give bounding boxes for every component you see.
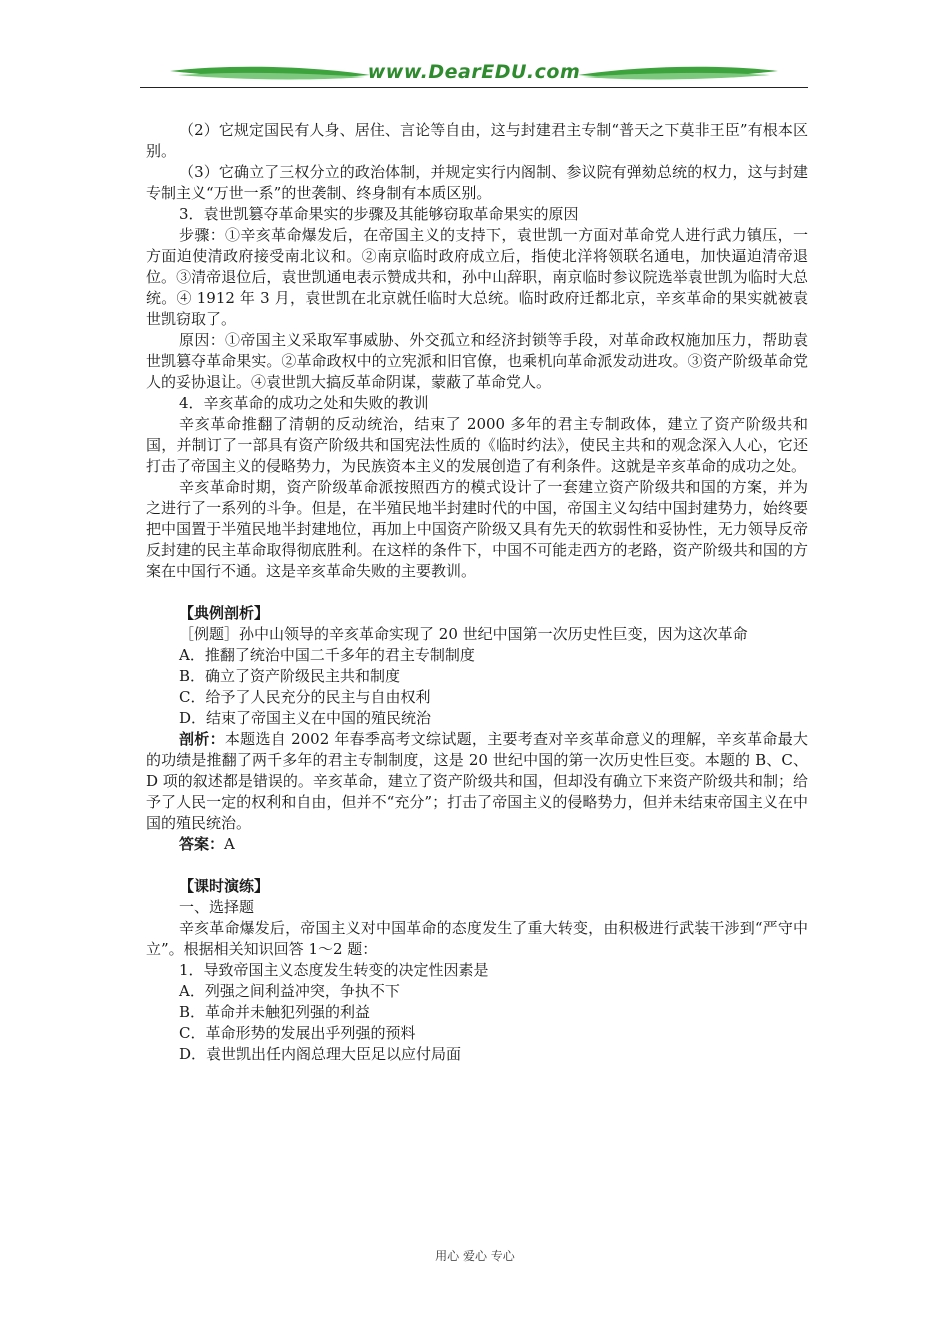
spacer (146, 855, 808, 876)
site-logo-text: www.DearEDU.com (367, 61, 581, 83)
paragraph: 辛亥革命推翻了清朝的反动统治，结束了 2000 多年的君主专制政体，建立了资产阶级共和国，并制订了一部具有资产阶级共和国宪法性质的《临时约法》，使民主共和的观念深入人心，它还打击了帝国主义的侵略势力，为民族资本主义的发展创造了有利条件。这就是辛亥革命的成功之处。 (146, 415, 808, 475)
option-item: B．确立了资产阶级民主共和制度 (179, 667, 401, 685)
example-question: ［例题］孙中山领导的辛亥革命实现了 20 世纪中国第一次历史性巨变，因为这次革命 (179, 625, 748, 643)
analysis-label: 剖析： (179, 730, 225, 748)
example-heading: 【典例剖析】 (179, 604, 270, 622)
option-item: A．列强之间利益冲突，争执不下 (179, 982, 400, 1000)
header-divider (140, 87, 808, 88)
section-heading: 3．袁世凯篡夺革命果实的步骤及其能够窃取革命果实的原因 (179, 205, 579, 223)
site-header (140, 58, 808, 94)
section-heading: 4．辛亥革命的成功之处和失败的教训 (179, 394, 429, 412)
paragraph: （3）它确立了三权分立的政治体制，并规定实行内阁制、参议院有弹劾总统的权力，这与封建专制主义“万世一系”的世袭制、终身制有本质区别。 (146, 163, 808, 202)
section-title: 一、选择题 (179, 898, 255, 916)
practice-heading: 【课时演练】 (179, 877, 270, 895)
analysis-text: 本题选自 2002 年春季高考文综试题，主要考查对辛亥革命意义的理解，辛亥革命最大的功绩是推翻了两千多年的君主专制制度，这是 20 世纪中国的第一次历史性巨变。本题的 B、C、D 项的叙述都是错误的。辛亥革命，建立了资产阶级共和国，但却没有确立下来资产阶级共和制；给予了人民一定的权利和自由，但并不“充分”；打击了帝国主义的侵略势力，但并未结束帝国主义在中国的殖民统治。 (146, 730, 808, 832)
analysis-paragraph (146, 729, 808, 834)
paragraph: 辛亥革命时期，资产阶级革命派按照西方的模式设计了一套建立资产阶级共和国的方案，并为之进行了一系列的斗争。但是，在半殖民地半封建时代的中国，帝国主义勾结中国封建势力，始终要把中国置于半殖民地半封建地位，再加上中国资产阶级又具有先天的软弱性和妥协性，无力领导反帝反封建的民主革命取得彻底胜利。在这样的条件下，中国不可能走西方的老路，资产阶级共和国的方案在中国行不通。这是辛亥革命失败的主要教训。 (146, 478, 808, 580)
option-item: B．革命并未触犯列强的利益 (179, 1003, 371, 1021)
option-item: D．结束了帝国主义在中国的殖民统治 (179, 709, 432, 727)
paragraph: 步骤：①辛亥革命爆发后，在帝国主义的支持下，袁世凯一方面对革命党人进行武力镇压，一方面迫使清政府接受南北议和。②南京临时政府成立后，指使北洋将领联名通电，加快逼迫清帝退位。③清帝退位后，袁世凯通电表示赞成共和，孙中山辞职，南京临时参议院选举袁世凯为临时大总统。④ 1912 年 3 月，袁世凯在北京就任临时大总统。临时政府迁都北京，辛亥革命的果实就被袁世凯窃取了。 (146, 226, 808, 328)
option-item: C．革命形势的发展出乎列强的预料 (179, 1024, 416, 1042)
option-item: C．给予了人民充分的民主与自由权利 (179, 688, 431, 706)
question-stem: 辛亥革命爆发后，帝国主义对中国革命的态度发生了重大转变，由积极进行武装干涉到“严守中立”。根据相关知识回答 1～2 题： (146, 919, 808, 958)
answer-line (146, 834, 808, 855)
paragraph: （2）它规定国民有人身、居住、言论等自由，这与封建君主专制“普天之下莫非王臣”有根本区别。 (146, 121, 808, 160)
paragraph: 原因：①帝国主义采取军事威胁、外交孤立和经济封锁等手段，对革命政权施加压力，帮助袁世凯篡夺革命果实。②革命政权中的立宪派和旧官僚，也乘机向革命派发动进攻。③资产阶级革命党人的妥协退让。④袁世凯大搞反革命阴谋，蒙蔽了革命党人。 (146, 331, 808, 391)
spacer (146, 582, 808, 603)
page-footer: 用心 爱心 专心 (435, 1249, 515, 1263)
answer-label: 答案： (179, 835, 225, 853)
answer-value: A (224, 835, 235, 853)
option-item: D．袁世凯出任内阁总理大臣足以应付局面 (179, 1045, 462, 1063)
question: 1．导致帝国主义态度发生转变的决定性因素是 (179, 961, 489, 979)
option-item: A．推翻了统治中国二千多年的君主专制制度 (179, 646, 475, 664)
document-body (146, 120, 808, 1065)
